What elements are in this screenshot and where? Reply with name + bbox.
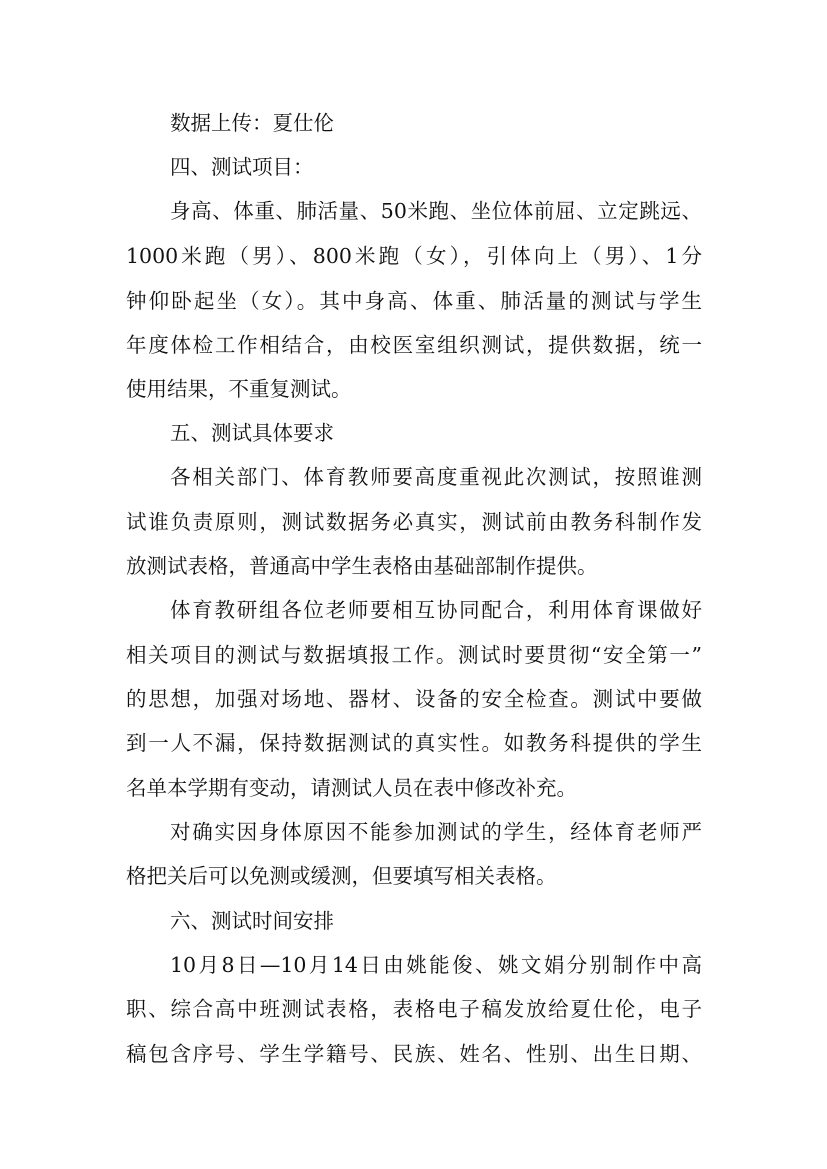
paragraph-line: 格把关后可以免测或缓测，但要填写相关表格。 xyxy=(126,864,557,888)
paragraph-line: 对确实因身体原因不能参加测试的学生，经体育老师严 xyxy=(170,820,702,844)
paragraph-line: 10月8日—10月14日由姚能俊、姚文娟分别制作中高 xyxy=(170,953,702,977)
paragraph-line: 稿包含序号、学生学籍号、民族、姓名、性别、出生日期、 xyxy=(126,1042,702,1066)
paragraph-line: 相关项目的测试与数据填报工作。测试时要贯彻“安全第一” xyxy=(126,643,702,667)
paragraph-line: 1000米跑（男）、800米跑（女），引体向上（男）、1分 xyxy=(126,244,702,268)
paragraph-line: 各相关部门、体育教师要高度重视此次测试，按照谁测 xyxy=(170,465,702,489)
paragraph-line: 试谁负责原则，测试数据务必真实，测试前由教务科制作发 xyxy=(126,510,702,534)
paragraph-line: 身高、体重、肺活量、50米跑、坐位体前屈、立定跳远、 xyxy=(170,199,702,223)
paragraph-line: 使用结果，不重复测试。 xyxy=(126,377,352,401)
section-heading-test-requirements: 五、测试具体要求 xyxy=(170,421,334,445)
paragraph-line: 体育教研组各位老师要相互协同配合，利用体育课做好 xyxy=(170,598,702,622)
section-heading-test-items: 四、测试项目： xyxy=(170,155,314,179)
text-line-data-upload: 数据上传：夏仕伦 xyxy=(170,111,334,135)
paragraph-line: 的思想，加强对场地、器材、设备的安全检查。测试中要做 xyxy=(126,687,702,711)
paragraph-line: 名单本学期有变动，请测试人员在表中修改补充。 xyxy=(126,776,577,800)
paragraph-line: 放测试表格，普通高中学生表格由基础部制作提供。 xyxy=(126,554,598,578)
paragraph-line: 年度体检工作相结合，由校医室组织测试，提供数据，统一 xyxy=(126,333,702,357)
paragraph-line: 到一人不漏，保持数据测试的真实性。如教务科提供的学生 xyxy=(126,731,702,755)
paragraph-line: 钟仰卧起坐（女）。其中身高、体重、肺活量的测试与学生 xyxy=(126,289,702,313)
paragraph-line: 职、综合高中班测试表格，表格电子稿发放给夏仕伦，电子 xyxy=(126,997,702,1021)
section-heading-test-schedule: 六、测试时间安排 xyxy=(170,909,334,933)
